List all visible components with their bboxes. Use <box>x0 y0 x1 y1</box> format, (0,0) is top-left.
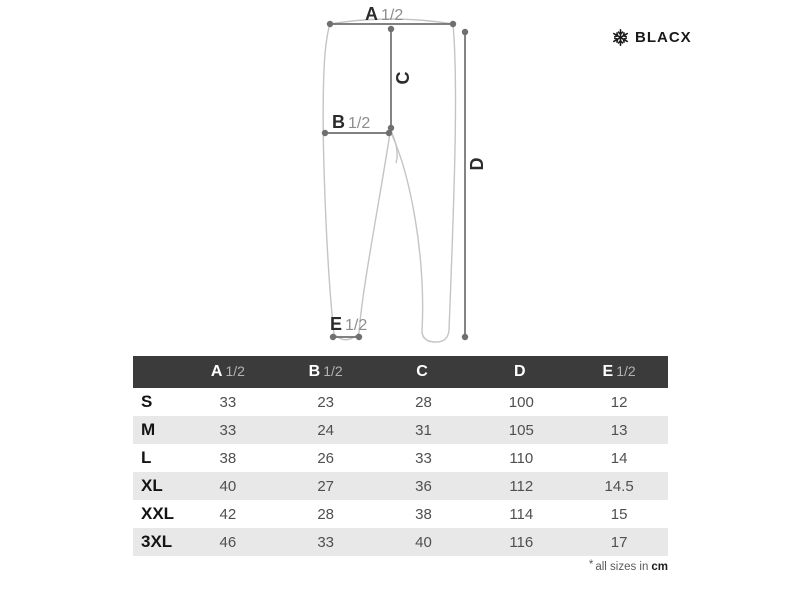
value-cell: 40 <box>219 477 237 495</box>
dim-a-frac: 1/2 <box>381 7 404 24</box>
value-cell: 33 <box>219 421 237 439</box>
table-row-xxl <box>133 500 668 528</box>
size-label: XXL <box>141 504 175 523</box>
size-label: 3XL <box>141 532 173 551</box>
table-row-l <box>133 444 668 472</box>
footnote-unit: cm <box>651 561 668 573</box>
value-cell: 24 <box>317 421 335 439</box>
value-cell: 33 <box>317 533 335 551</box>
value-cell: 31 <box>415 421 432 439</box>
dim-e-frac: 1/2 <box>345 317 368 334</box>
table-header <box>133 356 668 388</box>
value-cell: 36 <box>415 477 432 495</box>
value-cell: 46 <box>219 533 237 551</box>
dimension-e <box>330 314 368 340</box>
value-cell: 28 <box>415 393 432 411</box>
table-row-xl <box>133 472 668 500</box>
units-footnote <box>589 561 668 573</box>
value-cell: 105 <box>508 421 534 439</box>
value-cell: 100 <box>508 393 534 411</box>
value-cell: 116 <box>509 533 534 551</box>
value-cell: 38 <box>219 449 237 467</box>
value-cell: 27 <box>317 477 335 495</box>
dim-b-frac: 1/2 <box>348 115 371 132</box>
size-label: XL <box>141 476 163 495</box>
value-cell: 42 <box>219 505 237 523</box>
value-cell: 12 <box>610 393 628 411</box>
table-row-s <box>133 388 668 416</box>
header-col-d <box>472 363 570 381</box>
dim-d-letter: D <box>467 157 487 171</box>
footnote-asterisk: * <box>588 559 594 571</box>
value-cell: 40 <box>415 533 432 551</box>
header-col-a <box>179 363 277 381</box>
header-b-frac: 1/2 <box>323 363 343 379</box>
footnote-text: all sizes in <box>595 561 649 573</box>
dimension-a <box>327 4 456 27</box>
value-cell: 38 <box>415 505 432 523</box>
value-cell: 33 <box>219 393 237 411</box>
table-row-3xl <box>133 528 668 556</box>
size-table <box>133 356 668 556</box>
dim-c-letter: C <box>393 71 413 85</box>
dim-b-letter: B <box>332 112 345 132</box>
dimension-b <box>322 112 392 136</box>
dim-e-letter: E <box>329 314 342 334</box>
value-cell: 110 <box>509 449 534 467</box>
value-cell: 13 <box>610 421 628 439</box>
value-cell: 114 <box>509 505 534 523</box>
value-cell: 14.5 <box>604 477 634 495</box>
header-col-e <box>570 363 668 381</box>
size-label: L <box>141 448 152 467</box>
dimension-c <box>388 26 413 131</box>
header-c-letter: C <box>416 363 428 380</box>
value-cell: 14 <box>610 449 628 467</box>
size-label: M <box>141 420 156 439</box>
value-cell: 28 <box>317 505 335 523</box>
dimension-d <box>462 29 487 340</box>
value-cell: 112 <box>509 477 534 495</box>
value-cell: 33 <box>415 449 432 467</box>
header-a-letter: A <box>210 363 223 380</box>
header-col-b <box>277 363 375 381</box>
brand-name: BLACX <box>635 29 692 46</box>
value-cell: 23 <box>317 393 335 411</box>
dim-a-letter: A <box>365 4 378 24</box>
value-cell: 15 <box>610 505 628 523</box>
size-label: S <box>141 392 153 411</box>
table-row-m <box>133 416 668 444</box>
header-a-frac: 1/2 <box>225 363 245 379</box>
pants-outline <box>323 19 455 342</box>
value-cell: 26 <box>317 449 335 467</box>
value-cell: 17 <box>610 533 628 551</box>
header-d-letter: D <box>514 363 526 380</box>
header-e-frac: 1/2 <box>616 363 636 379</box>
header-b-letter: B <box>308 363 321 380</box>
header-e-letter: E <box>602 363 614 380</box>
header-col-c <box>375 363 473 381</box>
